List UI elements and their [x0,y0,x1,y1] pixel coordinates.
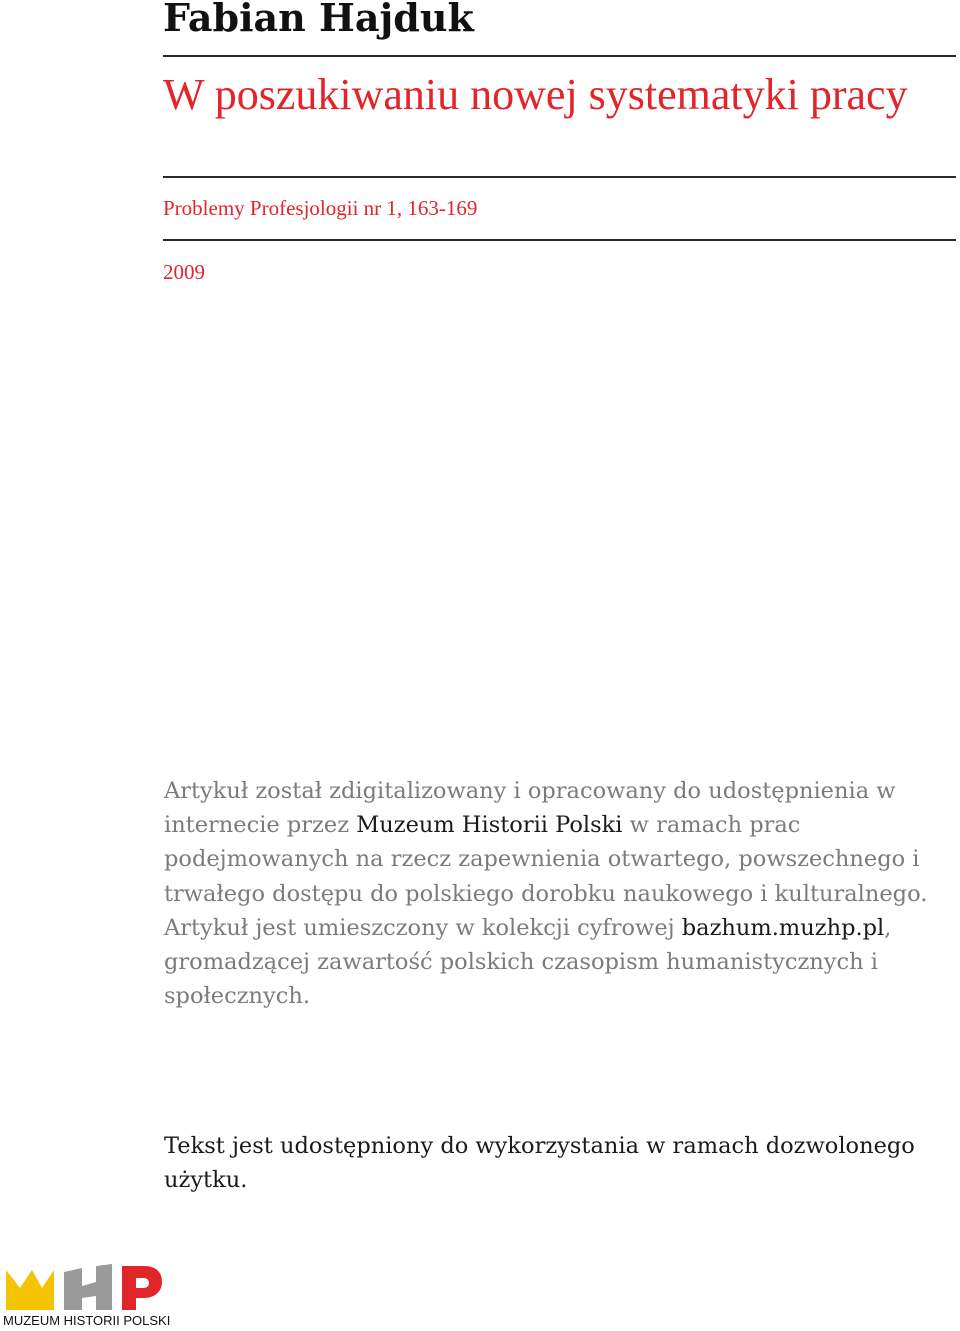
museum-name: Muzeum Historii Polski [356,812,623,839]
divider-top [163,55,956,57]
logo-p-shape [122,1266,162,1310]
divider-bottom [163,239,956,241]
logo-crown-shape [6,1270,54,1310]
notice-text-3: , gromadzącej zawartość polskich czasopism humanistycznych i społecznych. [164,914,892,1010]
digitization-notice [164,774,944,1013]
logo-h-shape [64,1264,112,1310]
author-name: Fabian Hajduk [163,0,474,40]
article-title: W poszukiwaniu nowej systematyki pracy [163,70,908,119]
usage-notice: Tekst jest udostępniony do wykorzystania w ramach dozwolonego użytku. [164,1133,915,1194]
logo-caption: MUZEUM HISTORII POLSKI [3,1313,171,1328]
publication-year: 2009 [163,260,205,284]
collection-site-link[interactable]: bazhum.muzhp.pl [681,914,885,941]
divider-middle [163,176,956,178]
notice-text-1: Artykuł został zdigitalizowany i opracowany do udostępnienia w internecie przez [164,778,896,839]
journal-citation: Problemy Profesjologii nr 1, 163-169 [163,196,478,220]
notice-text-2: w ramach prac podejmowanych na rzecz zapewnienia otwartego, powszechnego i trwałego dostępu do polskiego dorobku naukowego i kulturalnego. Artykuł jest umieszczony w kolekcji cyfrowej [164,812,928,941]
